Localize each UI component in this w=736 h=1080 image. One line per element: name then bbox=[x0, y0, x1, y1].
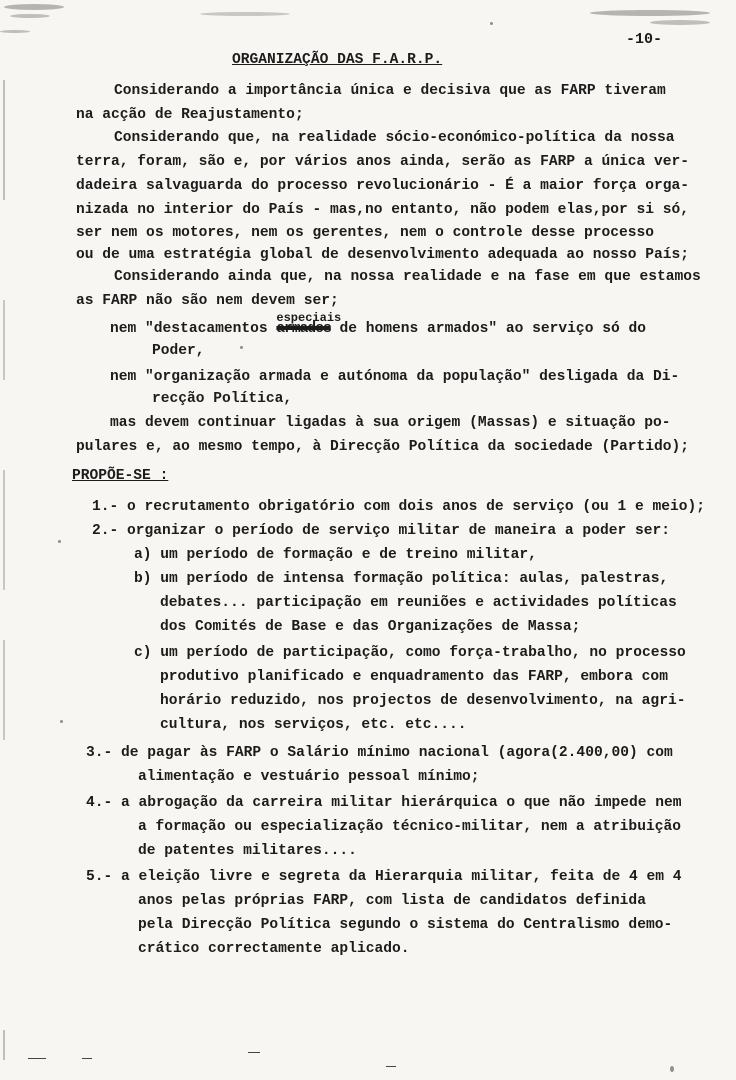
intro-line: nizada no interior do País - mas,no entanto, não podem elas,por si só, bbox=[76, 202, 690, 218]
proposal-item-cont: de patentes militares.... bbox=[138, 843, 357, 859]
inserted-word: especiais bbox=[276, 311, 342, 325]
section-heading: PROPÕE-SE : bbox=[72, 468, 169, 484]
proposal-item: 4.- a abrogação da carreira militar hierárquica o que não impede nem bbox=[86, 795, 682, 811]
sub-item-b: b) um período de intensa formação política: aulas, palestras, bbox=[134, 571, 669, 587]
proposal-item-cont: crático correctamente aplicado. bbox=[138, 941, 410, 957]
proposal-item: 5.- a eleição livre e segreta da Hierarquia militar, feita de 4 em 4 bbox=[86, 869, 682, 885]
intro-line: Considerando que, na realidade sócio-económico-política da nossa bbox=[114, 130, 675, 146]
proposal-item-cont: anos pelas próprias FARP, com lista de candidatos definida bbox=[138, 893, 646, 909]
proposal-item-cont: alimentação e vestuário pessoal mínimo; bbox=[138, 769, 480, 785]
negation-item-a bbox=[110, 311, 646, 338]
proposal-item-cont: a formação ou especialização técnico-militar, nem a atribuição bbox=[138, 819, 681, 835]
proposal-item: 3.- de pagar às FARP o Salário mínimo nacional (agora(2.400,00) com bbox=[86, 745, 673, 761]
negation-item-b: nem "organização armada e autónoma da população" desligada da Di- bbox=[110, 369, 680, 385]
intro-line: dadeira salvaguarda do processo revolucionário - É a maior força orga- bbox=[76, 178, 690, 194]
intro-line: Considerando a importância única e decisiva que as FARP tiveram bbox=[114, 83, 666, 99]
sub-item-c-cont: produtivo planificado e enquadramento das FARP, embora com bbox=[160, 669, 668, 685]
page-number: -10- bbox=[626, 31, 663, 48]
negation-item-b-cont: recção Política, bbox=[152, 391, 293, 407]
proposal-item: 1.- o recrutamento obrigatório com dois anos de serviço (ou 1 e meio); bbox=[92, 499, 706, 515]
page-title: ORGANIZAÇÃO DAS F.A.R.P. bbox=[232, 52, 443, 68]
sub-item-b-cont: dos Comités de Base e das Organizações de Massa; bbox=[160, 619, 581, 635]
proposal-item: 2.- organizar o período de serviço militar de maneira a poder ser: bbox=[92, 523, 671, 539]
sub-item-c-cont: horário reduzido, nos projectos de desenvolvimento, na agri- bbox=[160, 693, 686, 709]
negation-item-a-cont: Poder, bbox=[152, 343, 205, 359]
intro-line: Considerando ainda que, na nossa realidade e na fase em que estamos bbox=[114, 269, 701, 285]
conclusion-line: pulares e, ao mesmo tempo, à Direcção Política da sociedade (Partido); bbox=[76, 439, 690, 455]
sub-item-c-cont: cultura, nos serviços, etc. etc.... bbox=[160, 717, 467, 733]
sub-item-b-cont: debates... participação em reuniões e actividades políticas bbox=[160, 595, 677, 611]
intro-line: as FARP não são nem devem ser; bbox=[76, 293, 339, 309]
sub-item-a: a) um período de formação e de treino militar, bbox=[134, 547, 537, 563]
sub-item-c: c) um período de participação, como força-trabalho, no processo bbox=[134, 645, 686, 661]
negation-item-a-suffix: de homens armados" ao serviço só do bbox=[330, 321, 646, 337]
intro-line: ou de uma estratégia global de desenvolvimento adequada ao nosso País; bbox=[76, 247, 690, 263]
conclusion-line: mas devem continuar ligadas à sua origem (Massas) e situação po- bbox=[110, 415, 671, 431]
intro-line: terra, foram, são e, por vários anos ainda, serão as FARP a única ver- bbox=[76, 154, 690, 170]
intro-line: na acção de Reajustamento; bbox=[76, 107, 304, 123]
intro-line: ser nem os motores, nem os gerentes, nem o controle desse processo bbox=[76, 225, 655, 241]
struck-word bbox=[276, 311, 342, 338]
struck-out-word: armados bbox=[276, 321, 331, 337]
negation-item-a-prefix: nem "destacamentos bbox=[110, 321, 277, 337]
proposal-item-cont: pela Direcção Política segundo o sistema do Centralismo demo- bbox=[138, 917, 673, 933]
